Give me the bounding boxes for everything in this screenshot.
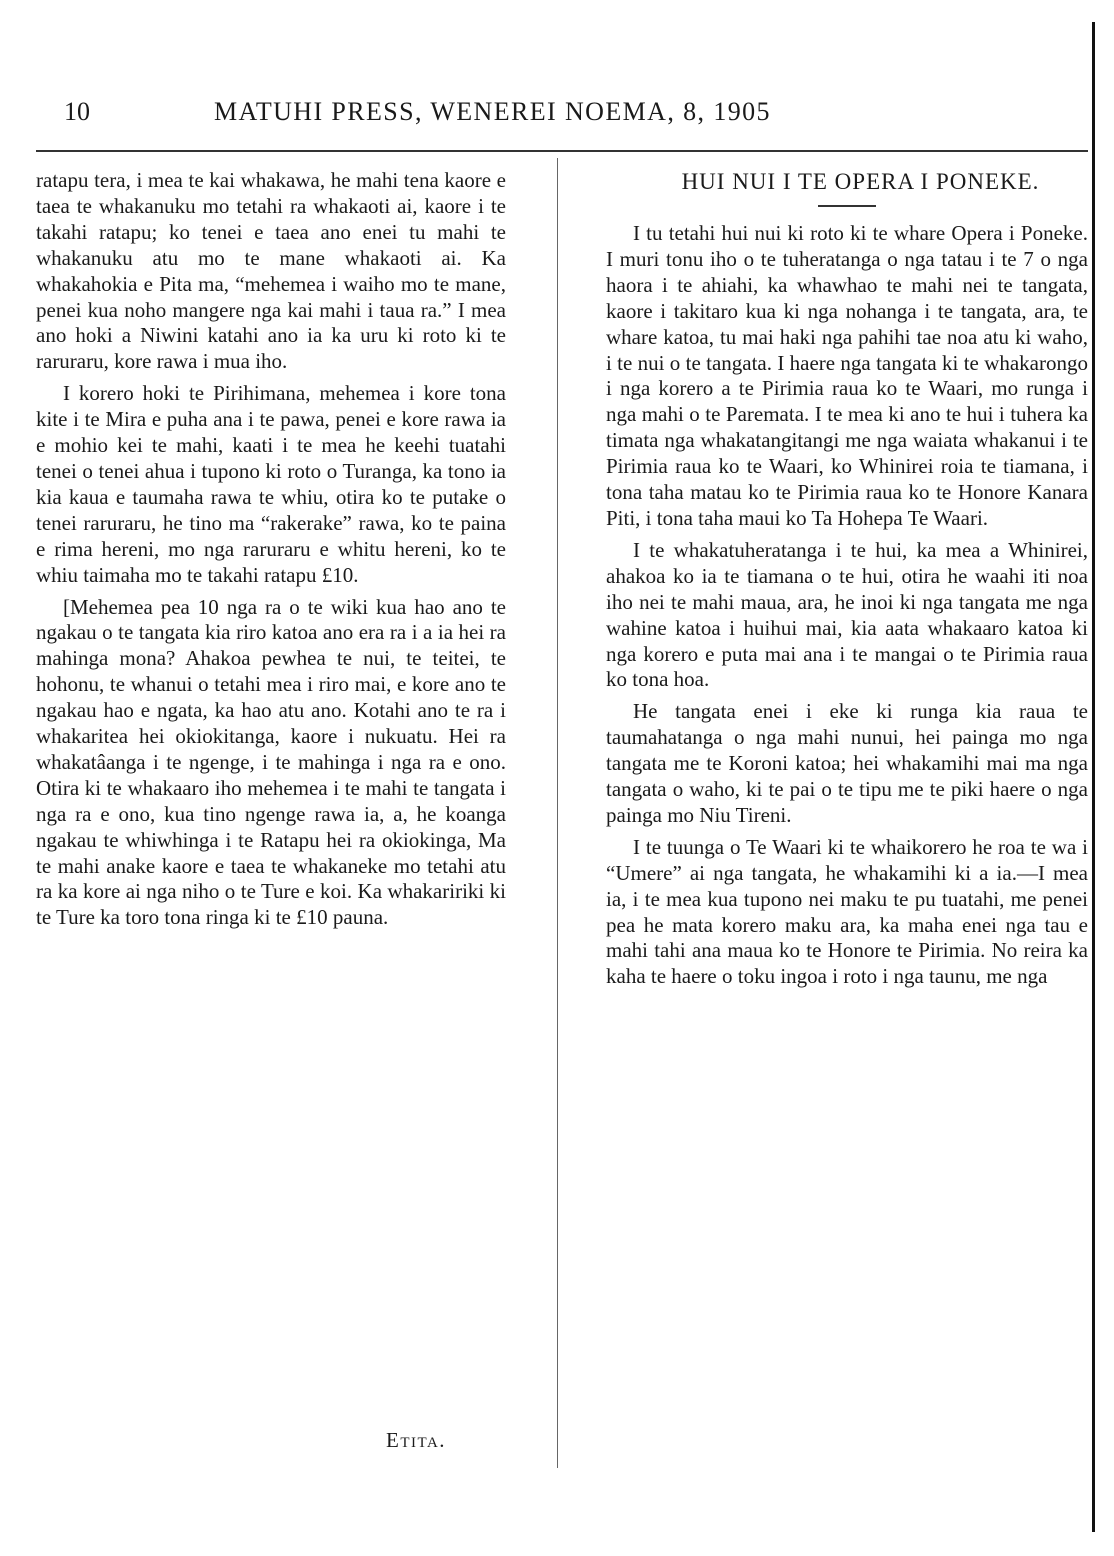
right-column — [606, 168, 1088, 990]
page-edge-rule — [1092, 22, 1095, 1532]
page-number: 10 — [64, 97, 90, 126]
left-column — [36, 168, 506, 931]
column-divider — [557, 158, 558, 1468]
right-paragraph-1: I tu tetahi hui nui ki roto ki te whare Opera i Poneke. I muri tonu iho o te tuheratanga o nga tatau i te 7 o nga haora i te ahiahi, ka whawhao te mahi nei te tangata, kaore i takitaro kua ki nga nohanga i te tangata, ara, te whare katoa, tu mai haki nga pahihi tae noa atu ki waho, i te nui o te tangata. I haere nga tangata ki te whakarongo i nga korero a te Pirimia raua ko te Waari, mo runga i nga mahi o te Paremata. I te mea ki ano te hui i tuhera ka timata nga whakatangitangi me nga waiata whakanui i te Pirimia raua ko te Waari, ko Whinirei roia te tiamana, i tona taha matau ko te Pirimia raua ko te Honore Kanara Piti, i tona taha maui ko Ta Hohepa Te Waari. — [606, 221, 1088, 530]
signature: Etita. — [386, 1428, 447, 1452]
left-paragraph-2: I korero hoki te Pirihimana, mehemea i kore tona kite i te Mira e puha ana i te pawa, penei e kore rawa ia e mohio kei te mahi, kaati i te mea he keehi tuatahi tenei o tenei ahua i tupono ki roto o Turanga, ka tono ia kia kaua e taumaha rawa te whiu, otira ko te putake o tenei raruraru, he tino ma “rakerake” rawa, ko te paina e rima hereni, mo nga raruraru e whitu hereni, ko te whiu taimaha mo te takahi ratapu £10. — [36, 381, 506, 587]
right-paragraph-2: I te whakatuheratanga i te hui, ka mea a Whinirei, ahakoa ko ia te tiamana o te hui, otira he waahi iti noa iho nei te mahi maua, ara, he inoi ki nga tangata me nga wahine katoa i huihui mai, kia aata whakaaro katoa ki nga korero e puta mai ana i te mangai o te Pirimia raua ko tona hoa. — [606, 537, 1088, 692]
page-header — [64, 97, 904, 137]
left-paragraph-3: [Mehemea pea 10 nga ra o te wiki kua hao ano te ngakau o te tangata kia riro katoa ano era ra i a ia hei ra mahinga mona? Ahakoa pewhea te nui, te teitei, te hohonu, te whanui o tetahi mea i riro mai, e kore ano te ngakau hao e ngata, ka hao atu ano. Kotahi ano te ra i whakaritea hei okiokitanga, kaore i nukuatu. Hei ra whakatâanga i te ngenge, i te mahinga i nga ra e ono. Otira ki te whakaaro iho mehemea i te mahi te tangata i nga ra e ono, kua tino ngenge rawa ia, a, he koanga ngakau te whiwhinga i te Ratapu hei ra okiokinga, Ma te mahi anake kaore e taea te whakaneke mo tetahi atu ra ka kore ai nga niho o te Ture e koi. Ka whakaririki ki te Ture ka toro tona ringa ki te £10 pauna. — [36, 594, 506, 930]
masthead: MATUHI PRESS, WENEREI NOEMA, 8, 1905 — [214, 97, 771, 126]
right-paragraph-4: I te tuunga o Te Waari ki te whaikorero he roa te wa i “Umere” ai nga tangata, he whakamihi ki a ia.—I mea ia, i te mea kua tupono nei maku te pu tuatahi, me penei pea he mata korero maku ara, ka maha enei nga tau e mahi tahi ana maua ko te Honore te Pirimia. No reira ka kaha te haere o toku ingoa i roto i nga taunu, me nga — [606, 834, 1088, 989]
title-rule — [818, 205, 876, 207]
article-title: HUI NUI I TE OPERA I PONEKE. — [681, 169, 1040, 194]
right-paragraph-3: He tangata enei i eke ki runga kia raua te taumahatanga o nga mahi nunui, hei painga mo nga tangata me te Koroni katoa; hei whakamihi mai ma nga tangata o waho, ki te pai o te tipu me te piki haere o nga painga mo Niu Tireni. — [606, 699, 1088, 827]
header-rule — [36, 150, 1088, 152]
left-paragraph-1: ratapu tera, i mea te kai whakawa, he mahi tena kaore e taea te whakanuku mo tetahi ra whakaoti ai, kaore i te takahi ratapu; ko tenei e taea ano enei tu mahi te whakanuku atu mo te mane whakaoti ai. Ka whakahokia e Pita ma, “mehemea i waiho mo te mane, penei kua noho mangere nga kai mahi i taua ra.” I mea ano hoki a Niwini katahi ano ia ka uru ki roto ki te raruraru, kore rawa i mua iho. — [36, 168, 506, 374]
